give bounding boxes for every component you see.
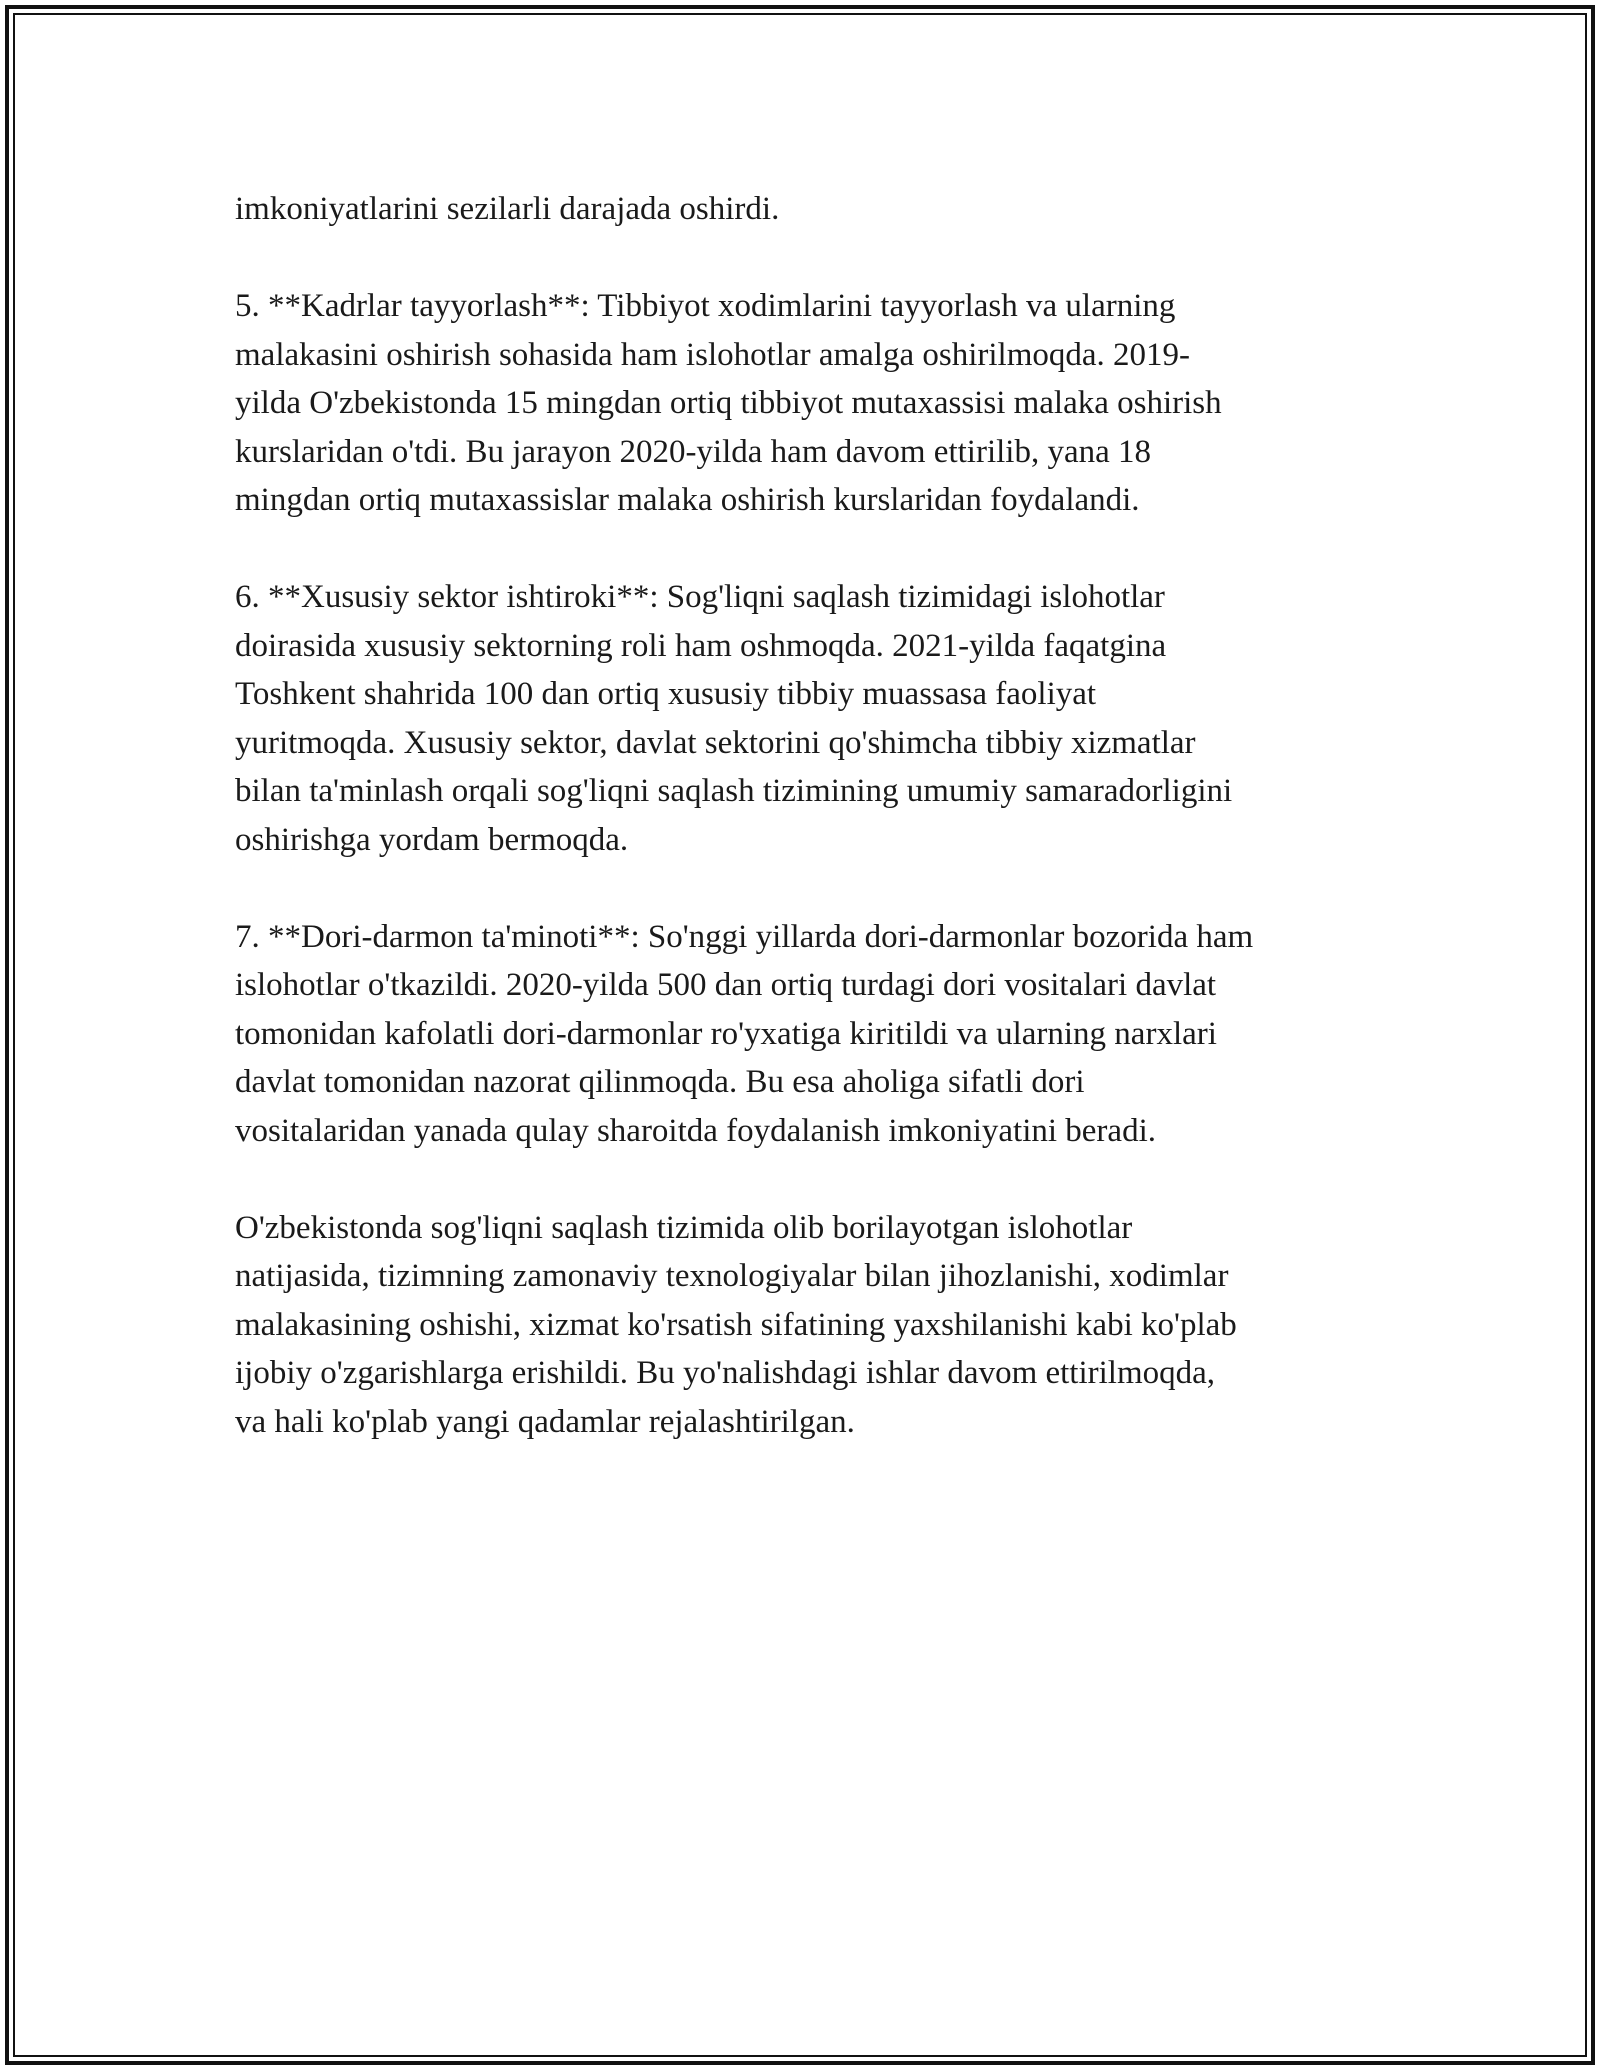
text-line: oshirishga yordam bermoqda. <box>235 821 629 858</box>
paragraph-item-7-dori-darmon <box>235 913 1385 1156</box>
text-line: tomonidan kafolatli dori-darmonlar ro'yxatiga kiritildi va ularning narxlari <box>235 1015 1217 1052</box>
paragraph-item-5-kadrlar <box>235 282 1385 525</box>
paragraph-item-6-xususiy-sektor <box>235 573 1385 864</box>
text-line: va hali ko'plab yangi qadamlar rejalashtirilgan. <box>235 1403 855 1440</box>
text-line: mingdan ortiq mutaxassislar malaka oshirish kurslaridan foydalandi. <box>235 482 1140 518</box>
text-line: islohotlar o'tkazildi. 2020-yilda 500 dan ortiq turdagi dori vositalari davlat <box>235 967 1217 1003</box>
document-body <box>235 185 1385 1495</box>
text-line: ijobiy o'zgarishlarga erishildi. Bu yo'nalishdagi ishlar davom ettirilmoqda, <box>235 1355 1216 1391</box>
text-line: 6. **Xususiy sektor ishtiroki**: Sog'liqni saqlash tizimidagi islohotlar <box>235 579 1165 615</box>
text-line: O'zbekistonda sog'liqni saqlash tizimida olib borilayotgan islohotlar <box>235 1209 1133 1246</box>
text-line: imkoniyatlarini sezilarli darajada oshirdi. <box>235 191 780 227</box>
text-line: 5. **Kadrlar tayyorlash**: Tibbiyot xodimlarini tayyorlash va ularning <box>235 288 1176 324</box>
text-line: yuritmoqda. Xususiy sektor, davlat sektorini qo'shimcha tibbiy xizmatlar <box>235 724 1196 761</box>
paragraph-continuation <box>235 185 1385 234</box>
paragraph-conclusion <box>235 1204 1385 1447</box>
text-line: doirasida xususiy sektorning roli ham oshmoqda. 2021-yilda faqatgina <box>235 627 1167 664</box>
text-line: malakasini oshirish sohasida ham islohotlar amalga oshirilmoqda. 2019- <box>235 336 1191 373</box>
text-line: 7. **Dori-darmon ta'minoti**: So'nggi yillarda dori-darmonlar bozorida ham <box>235 918 1254 955</box>
text-line: malakasining oshishi, xizmat ko'rsatish sifatining yaxshilanishi kabi ko'plab <box>235 1306 1237 1343</box>
text-line: yilda O'zbekistonda 15 mingdan ortiq tibbiyot mutaxassisi malaka oshirish <box>235 385 1222 421</box>
text-line: natijasida, tizimning zamonaviy texnologiyalar bilan jihozlanishi, xodimlar <box>235 1258 1229 1294</box>
text-line: bilan ta'minlash orqali sog'liqni saqlash tizimining umumiy samaradorligini <box>235 773 1233 809</box>
text-line: kurslaridan o'tdi. Bu jarayon 2020-yilda ham davom ettirilib, yana 18 <box>235 433 1151 470</box>
text-line: vositalaridan yanada qulay sharoitda foydalanish imkoniyatini beradi. <box>235 1112 1156 1149</box>
text-line: Toshkent shahrida 100 dan ortiq xususiy tibbiy muassasa faoliyat <box>235 676 1097 712</box>
text-line: davlat tomonidan nazorat qilinmoqda. Bu esa aholiga sifatli dori <box>235 1064 1085 1100</box>
